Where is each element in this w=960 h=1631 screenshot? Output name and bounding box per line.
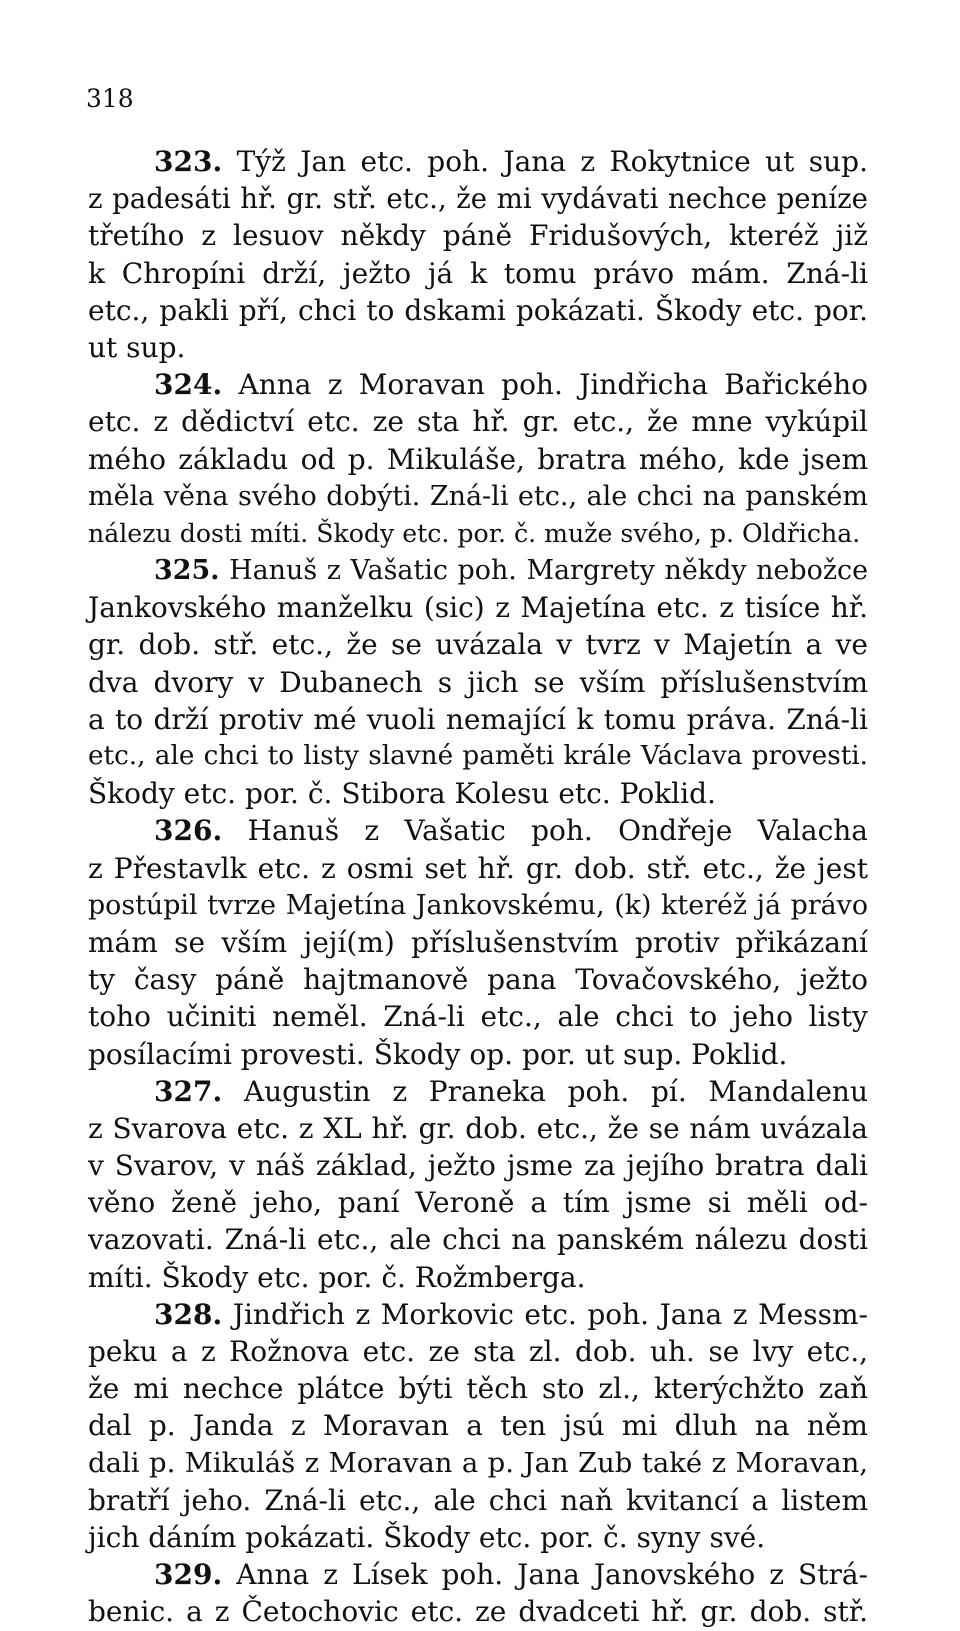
entry-326: [88, 812, 868, 1072]
page-number: 318: [86, 84, 134, 113]
text-line: [88, 1556, 868, 1593]
entry-text: Týž Jan etc. poh. Jana z Rokytnice ut sup.: [236, 145, 868, 178]
text-line: bratří jeho. Zná-li etc., ale chci naň kvitancí a listem: [88, 1483, 868, 1517]
text-line: ty časy páně hajtmanově pana Tovačovského, ježto: [88, 963, 868, 997]
entry-number: 323.: [154, 145, 223, 178]
text-line: vazovati. Zná-li etc., ale chci na panském nálezu dosti: [88, 1223, 868, 1257]
text-line: ut sup.: [88, 330, 186, 364]
text-line: toho učiniti neměl. Zná-li etc., ale chci to jeho listy: [88, 1000, 868, 1034]
text-line: [88, 1296, 868, 1333]
text-line: třetího z lesuov někdy páně Fridušových, kteréž již: [88, 219, 868, 253]
text-line: postúpil tvrze Majetína Jankovskému, (k) kteréž já právo: [88, 889, 868, 921]
text-line: benic. a z Četochovic etc. ze dvadceti hř. gr. dob. stř.: [88, 1595, 868, 1629]
text-line: posílacími provesti. Škody op. por. ut sup. Poklid.: [88, 1037, 788, 1071]
text-line: měla věna svého dobýti. Zná-li etc., ale chci na panském: [88, 480, 868, 512]
text-line: peku a z Rožnova etc. ze sta zl. dob. uh. se lvy etc.,: [88, 1335, 868, 1368]
text-line: nálezu dosti míti. Škody etc. por. č. muže svého, p. Oldřicha.: [88, 518, 861, 548]
text-line: etc., ale chci to listy slavné paměti krále Václava provesti.: [88, 741, 868, 771]
entry-text: Anna z Moravan poh. Jindřicha Bařického: [238, 368, 868, 402]
text-line: [88, 812, 868, 849]
text-line: [88, 366, 868, 403]
entry-text: Hanuš z Vašatic poh. Margrety někdy nebožce: [229, 555, 868, 587]
text-line: gr. dob. stř. etc., že se uvázala v tvrz v Majetín a ve: [88, 628, 868, 662]
text-line: [88, 552, 868, 589]
entry-327: [88, 1073, 868, 1296]
entry-329: [88, 1556, 868, 1630]
entry-text: Augustin z Praneka poh. pí. Mandalenu: [243, 1074, 868, 1108]
text-line: v Svarov, v náš základ, ježto jsme za jejího bratra dali: [88, 1149, 868, 1183]
entry-number: 324.: [154, 368, 223, 402]
entry-323: [88, 143, 868, 366]
text-line: k Chropíni drží, ježto já k tomu právo mám. Zná-li: [88, 256, 868, 290]
text-line: věno ženě jeho, paní Veroně a tím jsme si měli od-: [88, 1186, 868, 1220]
entry-number: 329.: [154, 1558, 223, 1592]
text-line: Jankovského manželku (sic) z Majetína etc. z tisíce hř.: [88, 591, 868, 625]
text-line: z padesáti hř. gr. stř. etc., že mi vydávati nechce peníze: [88, 182, 868, 216]
entry-text: Jindřich z Morkovic etc. poh. Jana z Messm-: [232, 1297, 868, 1331]
entry-text: Hanuš z Vašatic poh. Ondřeje Valacha: [247, 814, 868, 848]
entry-text: Anna z Lísek poh. Jana Janovského z Strá-: [236, 1558, 868, 1592]
entry-number: 328.: [154, 1297, 223, 1331]
text-line: dali p. Mikuláš z Moravan a p. Jan Zub také z Moravan,: [88, 1447, 868, 1479]
text-line: z Svarova etc. z XL hř. gr. dob. etc., že se nám uvázala: [88, 1111, 868, 1145]
text-line: mého základu od p. Mikuláše, bratra mého, kde jsem: [88, 442, 868, 476]
text-line: mám se vším její(m) příslušenstvím protiv přikázaní: [88, 925, 868, 959]
entry-325: [88, 552, 868, 812]
text-line: [88, 1073, 868, 1110]
text-line: že mi nechce plátce býti těch sto zl., kterýchžto zaň: [88, 1372, 868, 1406]
page-text-body: [88, 143, 868, 1631]
text-line: dva dvory v Dubanech s jich se vším příslušenstvím: [88, 665, 868, 699]
text-line: etc. z dědictví etc. ze sta hř. gr. etc., že mne vykúpil: [88, 405, 868, 439]
text-line: Škody etc. por. č. Stibora Kolesu etc. Poklid.: [88, 777, 716, 811]
text-line: míti. Škody etc. por. č. Rožmberga.: [88, 1260, 586, 1294]
text-line: z Přestavlk etc. z osmi set hř. gr. dob. stř. etc., že jest: [88, 851, 868, 885]
text-line: dal p. Janda z Moravan a ten jsú mi dluh na něm: [88, 1409, 868, 1443]
text-line: a to drží protiv mé vuoli nemající k tomu práva. Zná-li: [88, 702, 868, 736]
entry-number: 326.: [154, 814, 223, 848]
text-line: [88, 143, 868, 180]
entry-number: 327.: [154, 1074, 223, 1108]
text-line: jich dáním pokázati. Škody etc. por. č. syny své.: [88, 1520, 766, 1554]
text-line: etc., pakli pří, chci to dskami pokázati. Škody etc. por.: [88, 293, 868, 327]
entry-328: [88, 1296, 868, 1556]
entry-number: 325.: [154, 555, 220, 587]
entry-324: [88, 366, 868, 552]
